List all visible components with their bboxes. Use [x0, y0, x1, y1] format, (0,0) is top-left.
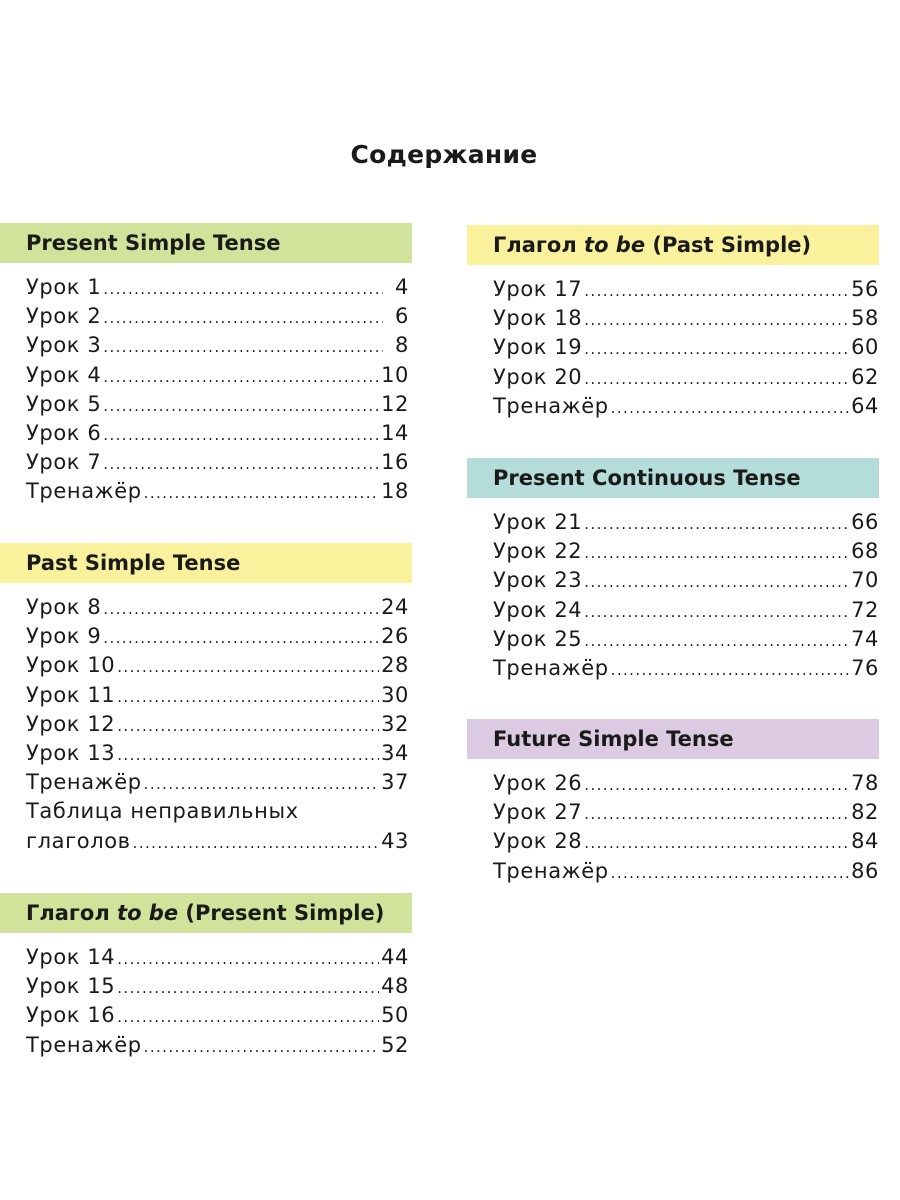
section-past-simple	[0, 543, 412, 856]
toc-entry	[493, 363, 879, 392]
toc-entry	[26, 972, 409, 1001]
page-number: 28	[381, 653, 409, 678]
toc-entry	[26, 710, 409, 739]
heading-text: (Present Simple)	[178, 901, 385, 925]
entry-label: Урок 5	[26, 391, 102, 416]
entry-label: Урок 2	[26, 304, 102, 329]
dot-leader	[584, 800, 849, 829]
toc-list	[0, 943, 412, 1060]
dot-leader	[584, 335, 849, 364]
entry-label: Урок 8	[26, 595, 102, 619]
page-number: 26	[381, 624, 409, 649]
entry-label: Тренажёр	[26, 1032, 142, 1057]
page-number: 58	[851, 306, 879, 331]
entry-label: Урок 18	[493, 306, 583, 331]
dot-leader	[103, 275, 383, 304]
entry-label: Урок 10	[26, 653, 116, 678]
page-number: 37	[381, 770, 409, 795]
dot-leader	[584, 365, 849, 394]
dot-leader	[584, 306, 849, 335]
dot-leader	[117, 741, 379, 770]
entry-label: Урок 28	[493, 829, 583, 854]
toc-entry	[26, 797, 409, 826]
entry-label: Урок 23	[493, 568, 583, 593]
page-number: 52	[381, 1032, 409, 1057]
entry-label: Тренажёр	[493, 393, 609, 418]
toc-entry	[26, 827, 409, 856]
page-number: 66	[851, 510, 879, 534]
entry-label: Урок 7	[26, 450, 102, 475]
toc-entry	[493, 769, 879, 798]
section-heading	[467, 225, 879, 265]
page-number: 70	[851, 568, 879, 593]
page-number: 68	[851, 539, 879, 564]
toc-entry	[26, 1001, 409, 1030]
dot-leader	[103, 392, 379, 421]
toc-entry	[493, 392, 879, 421]
toc-entry	[26, 593, 409, 622]
page-number: 56	[851, 277, 879, 301]
entry-label: Урок 4	[26, 362, 102, 387]
page-number: 86	[851, 858, 879, 883]
toc-list	[467, 508, 879, 683]
section-heading: Future Simple Tense	[467, 719, 879, 759]
section-heading: Present Continuous Tense	[467, 458, 879, 498]
dot-leader	[584, 277, 849, 306]
heading-text: Глагол	[26, 901, 118, 925]
dot-leader	[611, 394, 849, 423]
section-heading	[0, 893, 412, 933]
toc-entry	[493, 798, 879, 827]
page-number: 82	[851, 800, 879, 825]
entry-label: Тренажёр	[26, 479, 142, 504]
entry-label: Урок 17	[493, 277, 583, 301]
toc-entry	[26, 622, 409, 651]
section-present-simple	[0, 223, 412, 507]
section-future-simple	[467, 719, 879, 886]
heading-text: Глагол	[493, 233, 585, 257]
section-to-be-present	[0, 893, 412, 1060]
dot-leader	[144, 479, 379, 508]
page-number: 16	[381, 450, 409, 475]
entry-label: Тренажёр	[26, 770, 142, 795]
toc-entry	[26, 768, 409, 797]
entry-label: Урок 22	[493, 539, 583, 564]
toc-entry	[26, 681, 409, 710]
toc-entry	[493, 827, 879, 856]
entry-label: Урок 11	[26, 682, 116, 707]
toc-list	[0, 593, 412, 856]
toc-entry	[26, 448, 409, 477]
entry-label: Урок 27	[493, 800, 583, 825]
page-number: 4	[395, 275, 409, 299]
page-number: 60	[851, 335, 879, 360]
toc-list	[467, 769, 879, 886]
page-number: 76	[851, 655, 879, 680]
dot-leader	[133, 829, 379, 858]
toc-entry	[26, 419, 409, 448]
entry-label: Урок 19	[493, 335, 583, 360]
toc-entry	[26, 1031, 409, 1060]
page-number: 34	[381, 740, 409, 765]
entry-label: Урок 26	[493, 771, 583, 795]
toc-entry	[26, 361, 409, 390]
dot-leader	[117, 683, 379, 712]
dot-leader	[611, 656, 849, 685]
toc-entry	[26, 943, 409, 972]
page-number: 8	[395, 333, 409, 358]
dot-leader	[103, 421, 379, 450]
toc-entry	[26, 477, 409, 506]
page-number: 18	[381, 479, 409, 504]
entry-label: Урок 1	[26, 275, 102, 299]
toc-entry	[493, 654, 879, 683]
section-heading: Present Simple Tense	[0, 223, 412, 263]
entry-label: Тренажёр	[493, 655, 609, 680]
dot-leader	[584, 829, 849, 858]
page-number: 44	[381, 945, 409, 969]
dot-leader	[103, 333, 383, 362]
toc-entry	[26, 739, 409, 768]
page-number: 48	[381, 974, 409, 999]
page-number: 10	[381, 362, 409, 387]
page-number: 43	[381, 828, 409, 853]
dot-leader	[117, 945, 379, 974]
entry-label: Урок 20	[493, 364, 583, 389]
section-present-continuous	[467, 458, 879, 683]
dot-leader	[103, 363, 379, 392]
toc-entry	[493, 857, 879, 886]
dot-leader	[584, 598, 849, 627]
heading-italic: to be	[117, 901, 179, 925]
page-number: 78	[851, 771, 879, 795]
dot-leader	[584, 539, 849, 568]
toc-entry	[493, 566, 879, 595]
entry-label: Урок 12	[26, 711, 116, 736]
page-number: 62	[851, 364, 879, 389]
entry-label: Таблица неправильных	[26, 799, 299, 824]
toc-entry	[26, 331, 409, 360]
dot-leader	[611, 859, 849, 888]
page-number: 64	[851, 393, 879, 418]
toc-entry	[26, 273, 409, 302]
toc-entry	[493, 625, 879, 654]
section-heading: Past Simple Tense	[0, 543, 412, 583]
page-number: 32	[381, 711, 409, 736]
toc-entry	[26, 651, 409, 680]
page-number: 50	[381, 1003, 409, 1028]
page-number: 72	[851, 597, 879, 622]
dot-leader	[117, 712, 379, 741]
toc-entry	[493, 508, 879, 537]
dot-leader	[584, 568, 849, 597]
dot-leader	[103, 624, 379, 653]
dot-leader	[144, 1033, 379, 1062]
entry-label: Урок 9	[26, 624, 102, 649]
dot-leader	[117, 653, 379, 682]
dot-leader	[144, 770, 379, 799]
page-number: 30	[381, 682, 409, 707]
toc-entry	[493, 304, 879, 333]
dot-leader	[103, 304, 383, 333]
toc-entry	[493, 596, 879, 625]
entry-label: Урок 16	[26, 1003, 116, 1028]
entry-label: глаголов	[26, 828, 131, 853]
heading-italic: to be	[584, 233, 646, 257]
toc-list	[467, 275, 879, 421]
dot-leader	[117, 974, 379, 1003]
entry-label: Урок 13	[26, 740, 116, 765]
entry-label: Урок 25	[493, 626, 583, 651]
section-to-be-past	[467, 225, 879, 421]
dot-leader	[103, 450, 379, 479]
toc-entry	[26, 390, 409, 419]
page-number: 24	[381, 595, 409, 619]
toc-list	[0, 273, 412, 507]
entry-label: Урок 14	[26, 945, 116, 969]
dot-leader	[584, 771, 849, 800]
toc-entry	[493, 537, 879, 566]
toc-entry	[493, 333, 879, 362]
entry-label: Урок 6	[26, 420, 102, 445]
dot-leader	[103, 595, 379, 624]
page-title: Содержание	[350, 140, 538, 169]
entry-label: Урок 15	[26, 974, 116, 999]
entry-label: Урок 3	[26, 333, 102, 358]
dot-leader	[117, 1003, 379, 1032]
toc-entry	[493, 275, 879, 304]
page-number: 84	[851, 829, 879, 854]
entry-label: Урок 21	[493, 510, 583, 534]
page-number: 12	[381, 391, 409, 416]
page-number: 74	[851, 626, 879, 651]
page-number: 6	[395, 304, 409, 329]
page-number: 14	[381, 420, 409, 445]
heading-text: (Past Simple)	[645, 233, 812, 257]
toc-entry	[26, 302, 409, 331]
entry-label: Тренажёр	[493, 858, 609, 883]
entry-label: Урок 24	[493, 597, 583, 622]
dot-leader	[584, 510, 849, 539]
dot-leader	[584, 627, 849, 656]
